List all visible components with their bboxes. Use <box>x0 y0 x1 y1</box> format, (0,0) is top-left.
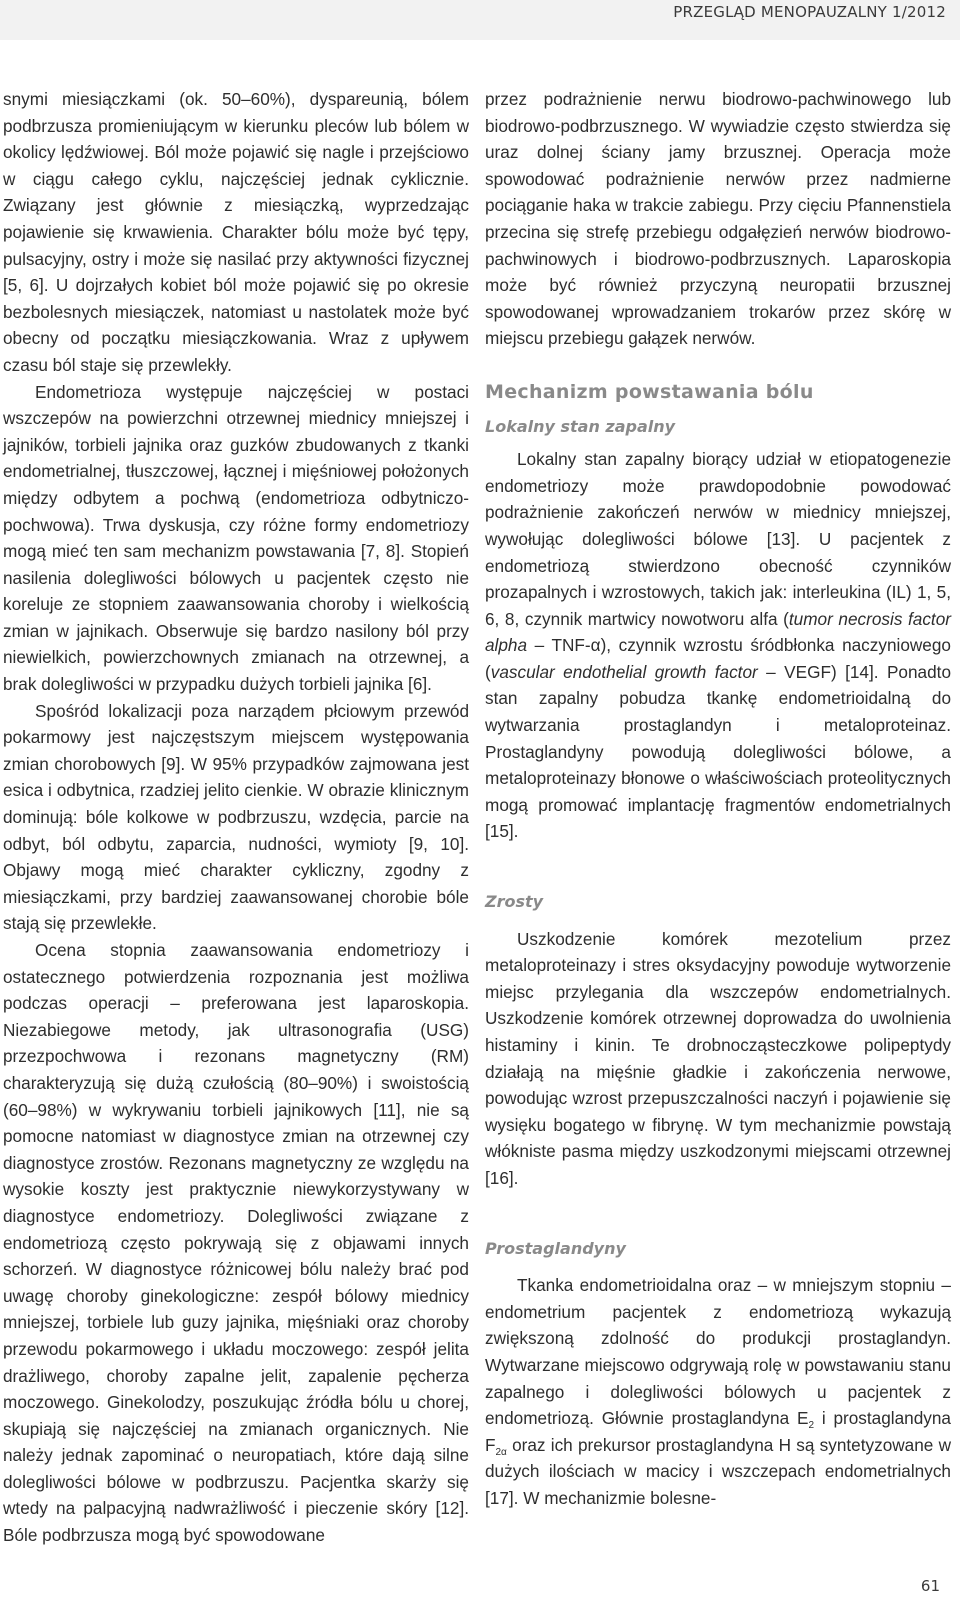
left-paragraph-1: snymi miesiączkami (ok. 50–60%), dyspareunią, bólem podbrzusza promieniującym w kierunku pleców lub bólem w okolicy lędźwiowej. Ból może pojawić się nagle i przejściowo w ciągu całego cyklu, najczęściej jednak cyklicznie. Związany jest głównie z miesiączką, wyprzedzając pojawienie się krwawienia. Charakter bólu może być tępy, pulsacyjny, ostry i może się nasilać przy aktywności fizycznej [5, 6]. U dojrzałych kobiet ból może pojawić się po okresie bezbolesnych miesiączek, natomiast u nastolatek może być obecny od początku miesiączkowania. Wraz z upływem czasu ból staje się przewlekły. <box>3 89 469 375</box>
text-run: oraz ich prekursor prostaglandyna H są syntetyzowane w dużych ilościach w macicy i wszczepach endometrialnych [17]. W mechanizmie bolesne- <box>485 1434 951 1508</box>
right-paragraph-3: Uszkodzenie komórek mezotelium przez metaloproteinazy i stres oksydacyjny powoduje wytworzenie miejsc przylegania dla wszczepów endometrialnych. Uszkodzenie komórek otrzewnej doprowadza do uwolnienia histaminy i kinin. Te drobnocząsteczkowe polipeptydy działają na mięśnie gładkie i zakończenia nerwowe, powodując wzrost przepuszczalności naczyń i pojawienie się wysięku bogatego w fibrynę. W tym mechanizmie powstają włókniste pasma między uszkodzonymi miejscami otrzewnej [16]. <box>485 928 951 1188</box>
text-run: – TNF-α), czynnik wzrostu śródbłonka naczyniowego ( <box>485 635 951 682</box>
right-column <box>485 86 951 1512</box>
page-number: 61 <box>920 1577 940 1595</box>
left-paragraph-4: Ocena stopnia zaawansowania endometriozy i ostatecznego potwierdzenia rozpoznania jest możliwa podczas operacji – preferowana jest laparoskopia. Niezabiegowe metody, jak ultrasonografia (USG) przezpochwowa i rezonans magnetyczny (RM) charakteryzują się dużą czułością (80–90%) i swoistością (60–98%) w wykrywaniu torbieli jajnikowych [11], nie są pomocne natomiast w diagnostyce zmian na otrzewnej czy diagnostyce zrostów. Rezonans magnetyczny ze względu na wysokie koszty jest praktycznie niewykorzystywany w diagnostyce endometriozy. Dolegliwości związane z endometriozą często pokrywają się z objawami innych schorzeń. W diagnostyce różnicowej bólu należy brać pod uwagę choroby ginekologiczne: zespół bólowy miednicy mniejszej, torbiele lub guzy jajnika, mięśniaki oraz choroby przewodu pokarmowego i układu moczowego: zespół jelita drażliwego, choroby zapalne jelit, zapalenie pęcherza moczowego. Ginekolodzy, poszukując źródła bólu u chorej, skupiają się najczęściej na zmianach organicznych. Nie należy jednak zapominać o neuropatiach, które dają silne dolegliwości bólowe w podbrzuszu. Pacjentka skarży się wtedy na palpacyjną nadwrażliwość i pieczenie skóry [12]. Bóle podbrzusza mogą być spowodowane <box>3 940 469 1546</box>
text-run: i prostaglandyna F <box>485 1408 951 1455</box>
subheading-local-inflammation: Lokalny stan zapalny <box>485 416 676 436</box>
italic-term-vegf: vascular endothelial growth factor <box>490 661 758 682</box>
left-column <box>3 86 469 1549</box>
right-paragraph-1: przez podrażnienie nerwu biodrowo-pachwinowego lub biodrowo-podbrzusznego. W wywiadzie często stwierdza się uraz dolnej ściany jamy brzusznej. Operacja może spowodować podrażnienie nerwów przez nadmierne pociąganie haka w trakcie zabiegu. Przy cięciu Pfannenstiela przecina się strefę przebiegu odgałęzień nerwów biodrowo-pachwinowych i biodrowo-podbrzusznych. Laparoskopia może być również przyczyną neuropatii brzusznej spowodowanej wprowadzaniem trokarów przez skórę w miejscu przebiegu gałązek nerwów. <box>485 89 951 349</box>
text-run: Tkanka endometrioidalna oraz – w mniejszym stopniu – endometrium pacjentek z endometriozą wykazują zwiększoną zdolność do produkcji prostaglandyn. Wytwarzane miejscowo odgrywają rolę w powstawaniu stanu zapalnego i dolegliwości bólowych u pacjentek z endometriozą. Głównie prostaglandyna E <box>485 1275 951 1429</box>
left-paragraph-2: Endometrioza występuje najczęściej w postaci wszczepów na powierzchni otrzewnej miednicy mniejszej i jajników, torbieli jajnika oraz guzków zbudowanych z tkanki endometrialnej, tłuszczowej, łącznej i mięśniowej położonych między odbytem a pochwą (endometrioza odbytniczo-pochwowa). Trwa dyskusja, czy różne formy endometriozy mogą mieć ten sam mechanizm powstawania [7, 8]. Stopień nasilenia dolegliwości bólowych u pacjentek często nie koreluje ze stopniem zaawansowania choroby i wielkością zmian w jajnikach. Obserwuje się bardzo nasilony ból przy niewielkich, powierzchownych zmianach na otrzewnej, a brak dolegliwości w przypadku dużych torbieli jajnika [6]. <box>3 381 469 695</box>
right-paragraph-2 <box>485 446 951 845</box>
text-run: Lokalny stan zapalny biorący udział w etiopatogenezie endometriozy może prawdopodobnie powodować podrażnienie zakończeń nerwów w miednicy mniejszej, wywołując dolegliwości bólowe [13]. U pacjentek z endometriozą stwierdzono obecność czynników prozapalnych i wzrostowych, takich jak: interleukina (IL) 1, 5, 6, 8, czynnik martwicy nowotworu alfa ( <box>485 449 951 629</box>
right-paragraph-4 <box>485 1272 951 1511</box>
journal-title: PRZEGLĄD MENOPAUZALNY 1/2012 <box>673 3 946 21</box>
italic-term-tnf: tumor necrosis factor alpha <box>485 608 951 656</box>
subheading-prostaglandins: Prostaglandyny <box>485 1238 626 1258</box>
section-heading-pain-mechanism: Mechanizm powstawania bólu <box>485 380 814 403</box>
journal-header-bar <box>0 0 960 40</box>
left-paragraph-3: Spośród lokalizacji poza narządem płciowym przewód pokarmowy jest najczęstszym miejscem występowania zmian chorobowych [9]. W 95% przypadków zajmowana jest esica i odbytnica, rzadziej jelito cienkie. W obrazie klinicznym dominują: bóle kolkowe w podbrzuszu, wzdęcia, parcie na odbyt, ból odbytu, zaparcia, nudności, wymioty [9, 10]. Objawy mogą mieć charakter cykliczny, zgodny z miesiączkami, przy bardziej zaawansowanej chorobie bóle stają się przewlekłe. <box>3 700 469 934</box>
text-run: – VEGF) [14]. Ponadto stan zapalny pobudza tkankę endometrioidalną do wytwarzania prostaglandyn i metaloproteinaz. Prostaglandyny powodują dolegliwości bólowe, a metaloproteinazy błonowe o właściwościach proteolitycznych mogą promować implantację fragmentów endometrialnych [15]. <box>485 661 951 842</box>
subscript-2-alpha: 2α <box>495 1446 507 1458</box>
subheading-adhesions: Zrosty <box>485 892 544 912</box>
subscript-2: 2 <box>808 1420 815 1432</box>
